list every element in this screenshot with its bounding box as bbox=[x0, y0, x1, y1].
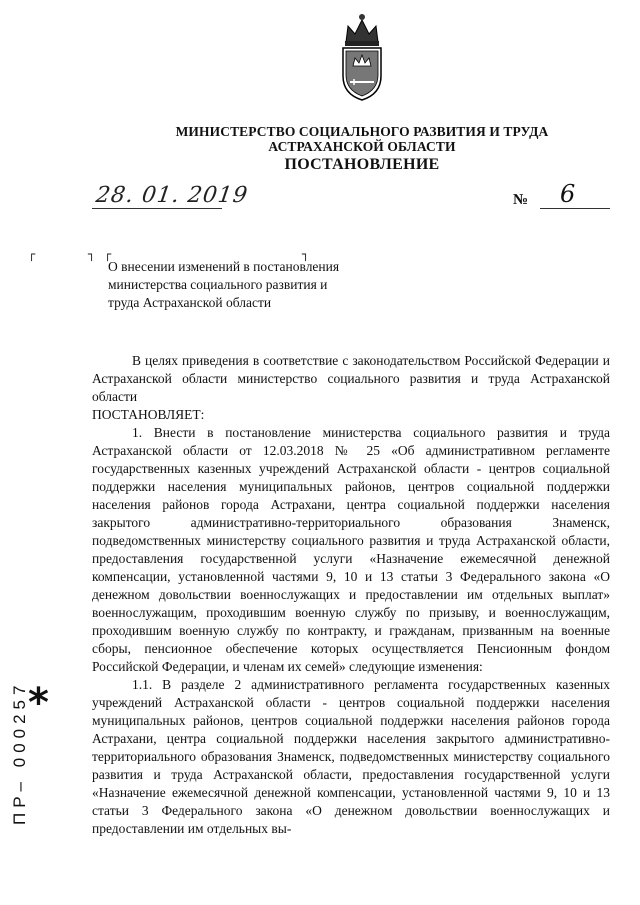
document-subject: О внесении изменений в постановления министерства социального развития и труда Астраханской области bbox=[108, 259, 340, 310]
decree-word: ПОСТАНОВЛЯЕТ: bbox=[92, 407, 205, 422]
item-1-paragraph: 1. Внести в постановление министерства социального развития и труда Астраханской области от 12.03.2018 № 25 «Об административном регламенте государственных казенных учреждений Астраханской области - центров социальной поддержки населения муниципальных районов, центров социальной поддержки населения районов города Астрахани, центра социальной поддержки населения закрытого административно-территориального образования Знаменск, подведомственных министерству социального развития и труда Астраханской области, предоставления государственной услуги «Назначение ежемесячной денежной компенсации, установленной частями 9, 10 и 13 статьи 3 Федерального закона «О денежном довольствии военнослужащих и предоставлении им отдельных выплат» военнослужащим, проходившим военную службу по призыву, и военнослужащим, проходившим военную службу по контракту, и гражданам, призванным на военные сборы, пенсионное обеспечение которых осуществляется Пенсионным фондом Российской Федерации, и членам их семей» следующие изменения: bbox=[92, 425, 610, 674]
corner-mark: ┐ bbox=[302, 247, 310, 261]
document-number: 6 bbox=[560, 180, 576, 208]
number-sign: № bbox=[513, 192, 529, 208]
corner-mark: ┌ bbox=[28, 247, 36, 261]
margin-asterisk: * bbox=[28, 680, 49, 726]
astrakhan-coat-of-arms-icon bbox=[336, 8, 388, 104]
number-underline bbox=[540, 208, 610, 209]
corner-mark: ┌ bbox=[104, 247, 112, 261]
ministry-name-line2: АСТРАХАНСКОЙ ОБЛАСТИ bbox=[268, 139, 456, 154]
document-type-title: ПОСТАНОВЛЕНИЕ bbox=[284, 156, 440, 173]
corner-mark: ┐ bbox=[88, 247, 96, 261]
ministry-name-line1: МИНИСТЕРСТВО СОЦИАЛЬНОГО РАЗВИТИЯ И ТРУДА bbox=[175, 124, 549, 139]
document-body bbox=[92, 352, 610, 838]
document-date: 28. 01. 2019 bbox=[94, 183, 250, 208]
item-1-1-paragraph: 1.1. В разделе 2 административного регламента государственных казенных учреждений Астраханской области - центров социальной поддержки населения муниципальных районов, центров социальной поддержки населения районов города Астрахани, центра социальной поддержки населения закрытого административно-территориального образования Знаменск, подведомственных министерству социального развития и труда Астраханской области, предоставления государственной услуги «Назначение ежемесячной денежной компенсации, установленной частями 9, 10 и 13 статьи 3 Федерального закона «О денежном довольствии военнослужащих и предоставлении им отдельных вы- bbox=[92, 677, 610, 836]
registration-stamp: ПР– 000257 bbox=[10, 680, 29, 825]
preamble-paragraph: В целях приведения в соответствие с законодательством Российской Федерации и Астраханской области министерство социального развития и труда Астраханской области bbox=[92, 353, 610, 404]
date-underline bbox=[92, 208, 222, 209]
